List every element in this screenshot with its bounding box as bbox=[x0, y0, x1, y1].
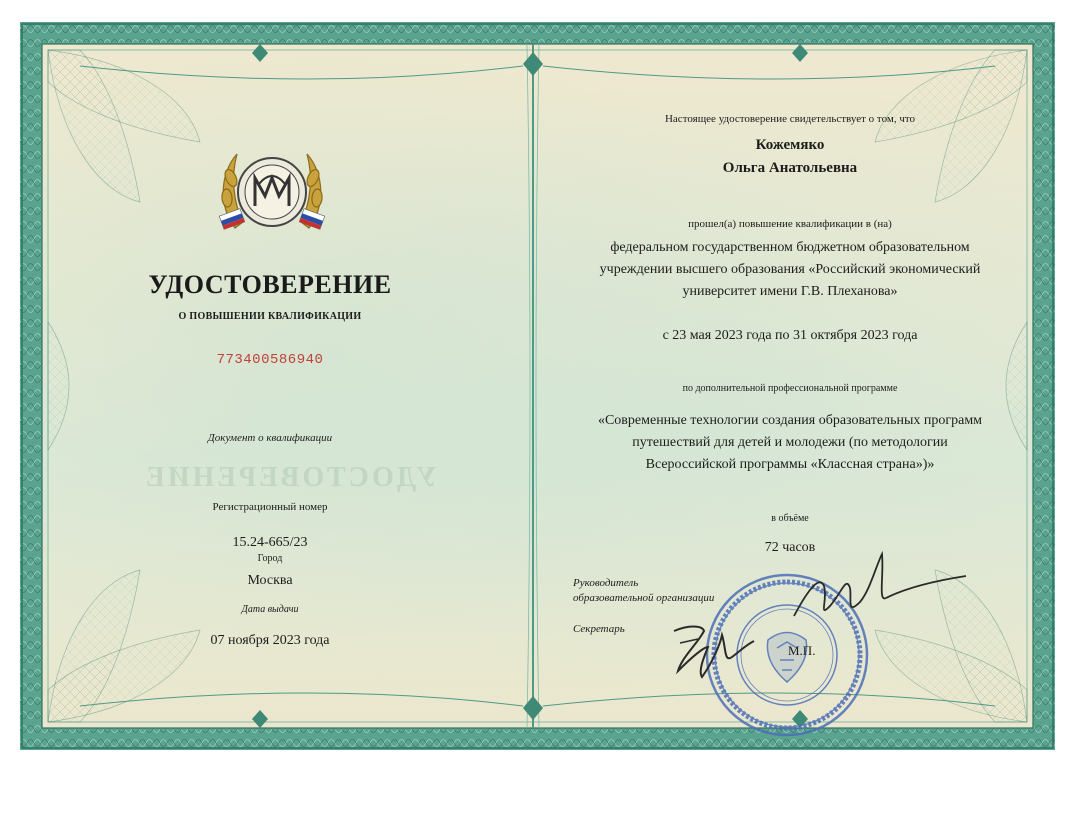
organization-line: федеральном государственном бюджетном образовательном bbox=[610, 240, 970, 255]
holder-surname: Кожемяко bbox=[755, 137, 825, 153]
document-label: Документ о квалификации bbox=[207, 432, 333, 444]
secretary-label: Секретарь bbox=[573, 623, 625, 635]
head-label: Руководитель bbox=[573, 577, 639, 589]
city-value: Москва bbox=[247, 573, 293, 588]
city-label: Город bbox=[257, 553, 283, 564]
serial-number: 773400586940 bbox=[216, 352, 324, 368]
secretary-signature-icon bbox=[668, 617, 758, 687]
certifies-text: Настоящее удостоверение свидетельствует о том, что bbox=[664, 113, 916, 125]
hours-value: 72 часов bbox=[764, 540, 816, 555]
program-line: «Современные технологии создания образовательных программ bbox=[597, 413, 983, 428]
program-label: по дополнительной профессиональной программе bbox=[682, 383, 898, 394]
head-signature-icon bbox=[790, 546, 970, 636]
watermark-title: УДОСТОВЕРЕНИЕ bbox=[143, 462, 437, 493]
holder-name: Ольга Анатольевна bbox=[722, 160, 858, 176]
registration-number: 15.24-665/23 bbox=[232, 535, 308, 550]
program-line: Всероссийской программы «Классная страна»)» bbox=[645, 457, 935, 472]
issue-date-value: 07 ноября 2023 года bbox=[210, 633, 330, 648]
rea-emblem-icon bbox=[213, 138, 331, 246]
seal-mark: М.П. bbox=[788, 643, 816, 658]
certificate bbox=[20, 22, 1055, 750]
program-line: путешествий для детей и молодежи (по методологии bbox=[632, 435, 948, 450]
volume-label: в объёме bbox=[771, 513, 809, 524]
certificate-title: УДОСТОВЕРЕНИЕ bbox=[148, 270, 392, 299]
completed-text: прошел(а) повышение квалификации в (на) bbox=[688, 218, 892, 230]
head-label-org: образовательной организации bbox=[573, 592, 715, 604]
certificate-subtitle: О ПОВЫШЕНИИ КВАЛИФИКАЦИИ bbox=[178, 311, 362, 322]
training-period: с 23 мая 2023 года по 31 октября 2023 года bbox=[662, 328, 918, 343]
organization-line: учреждении высшего образования «Российский экономический bbox=[599, 262, 981, 277]
organization-line: университет имени Г.В. Плеханова» bbox=[682, 284, 898, 299]
registration-label: Регистрационный номер bbox=[212, 501, 328, 513]
issue-date-label: Дата выдачи bbox=[241, 604, 299, 615]
